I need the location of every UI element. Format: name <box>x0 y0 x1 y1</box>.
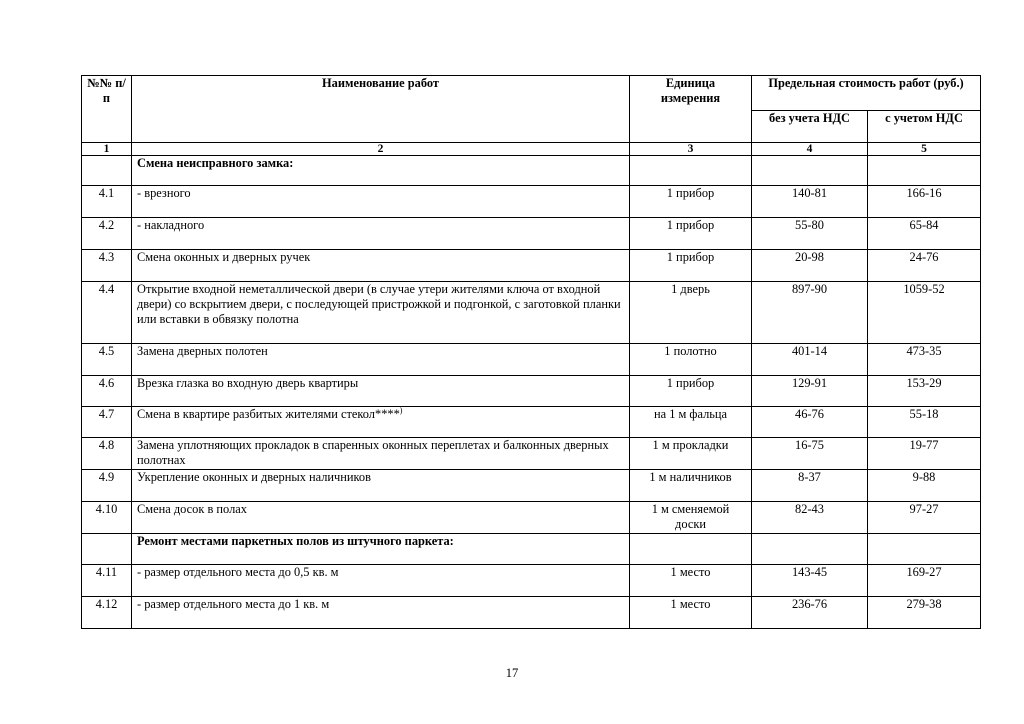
row-num: 4.11 <box>82 565 132 597</box>
row-unit: 1 м сменяемой доски <box>630 502 752 534</box>
row-unit: 1 м наличников <box>630 470 752 502</box>
header-unit: Единица измерения <box>630 76 752 143</box>
row-unit: 1 прибор <box>630 186 752 218</box>
table-row <box>82 407 981 438</box>
row-with-vat: 153-29 <box>868 376 981 407</box>
row-with-vat: 169-27 <box>868 565 981 597</box>
table-row <box>82 344 981 376</box>
row-with-vat: 55-18 <box>868 407 981 438</box>
row-without-vat: 82-43 <box>752 502 868 534</box>
col-number: 3 <box>630 143 752 156</box>
header-with-vat: с учетом НДС <box>868 111 981 143</box>
row-with-vat: 166-16 <box>868 186 981 218</box>
row-without-vat: 140-81 <box>752 186 868 218</box>
header-name: Наименование работ <box>132 76 630 143</box>
row-num: 4.7 <box>82 407 132 438</box>
row-name-text: Смена в квартире разбитых жителями стекол**** <box>137 407 400 421</box>
col-number: 1 <box>82 143 132 156</box>
col-number: 2 <box>132 143 630 156</box>
row-with-vat: 473-35 <box>868 344 981 376</box>
section-title: Смена неисправного замка: <box>132 156 630 186</box>
row-with-vat: 279-38 <box>868 597 981 629</box>
row-without-vat: 143-45 <box>752 565 868 597</box>
row-without-vat: 401-14 <box>752 344 868 376</box>
row-name: - врезного <box>132 186 630 218</box>
row-name: Укрепление оконных и дверных наличников <box>132 470 630 502</box>
table-row <box>82 376 981 407</box>
row-unit: 1 м прокладки <box>630 438 752 470</box>
col-number: 5 <box>868 143 981 156</box>
row-without-vat: 129-91 <box>752 376 868 407</box>
row-without-vat: 8-37 <box>752 470 868 502</box>
row-with-vat: 9-88 <box>868 470 981 502</box>
table-row <box>82 502 981 534</box>
col-number: 4 <box>752 143 868 156</box>
row-without-vat: 46-76 <box>752 407 868 438</box>
row-name: - размер отдельного места до 0,5 кв. м <box>132 565 630 597</box>
header-num: №№ п/п <box>82 76 132 143</box>
row-num: 4.6 <box>82 376 132 407</box>
row-num: 4.1 <box>82 186 132 218</box>
table-row <box>82 250 981 282</box>
row-num: 4.9 <box>82 470 132 502</box>
row-num: 4.8 <box>82 438 132 470</box>
header-cost: Предельная стоимость работ (руб.) <box>752 76 981 111</box>
row-num: 4.3 <box>82 250 132 282</box>
footnote-mark: ) <box>399 405 403 415</box>
row-name <box>132 407 630 438</box>
row-name: Врезка глазка во входную дверь квартиры <box>132 376 630 407</box>
row-num: 4.4 <box>82 282 132 344</box>
row-unit: 1 полотно <box>630 344 752 376</box>
row-without-vat: 897-90 <box>752 282 868 344</box>
row-name: - накладного <box>132 218 630 250</box>
row-with-vat: 24-76 <box>868 250 981 282</box>
row-unit: 1 прибор <box>630 218 752 250</box>
row-unit: 1 прибор <box>630 250 752 282</box>
table-row <box>82 438 981 470</box>
row-without-vat: 236-76 <box>752 597 868 629</box>
row-num: 4.5 <box>82 344 132 376</box>
row-unit: 1 место <box>630 565 752 597</box>
row-name: Смена досок в полах <box>132 502 630 534</box>
row-without-vat: 20-98 <box>752 250 868 282</box>
row-name: Замена дверных полотен <box>132 344 630 376</box>
price-table <box>81 75 981 629</box>
row-unit: на 1 м фальца <box>630 407 752 438</box>
table-row <box>82 565 981 597</box>
row-with-vat: 1059-52 <box>868 282 981 344</box>
section-title: Ремонт местами паркетных полов из штучного паркета: <box>132 534 630 565</box>
row-with-vat: 65-84 <box>868 218 981 250</box>
row-name: Открытие входной неметаллической двери (в случае утери жителями ключа от входной двери) со вскрытием двери, с последующей пристрожкой и подгонкой, с заготовкой планки или вставки в обвязку полотна <box>132 282 630 344</box>
row-without-vat: 16-75 <box>752 438 868 470</box>
table-row <box>82 470 981 502</box>
row-name: Замена уплотняющих прокладок в спаренных оконных переплетах и балконных дверных полотнах <box>132 438 630 470</box>
row-name: - размер отдельного места до 1 кв. м <box>132 597 630 629</box>
row-with-vat: 97-27 <box>868 502 981 534</box>
table-row <box>82 534 981 565</box>
table-row <box>82 186 981 218</box>
row-name: Смена оконных и дверных ручек <box>132 250 630 282</box>
header-without-vat: без учета НДС <box>752 111 868 143</box>
row-unit: 1 место <box>630 597 752 629</box>
table-row <box>82 282 981 344</box>
row-unit: 1 дверь <box>630 282 752 344</box>
row-num: 4.2 <box>82 218 132 250</box>
row-with-vat: 19-77 <box>868 438 981 470</box>
row-unit: 1 прибор <box>630 376 752 407</box>
row-without-vat: 55-80 <box>752 218 868 250</box>
table-row <box>82 156 981 186</box>
table-row <box>82 597 981 629</box>
page-number: 17 <box>505 666 519 680</box>
table-row <box>82 218 981 250</box>
row-num: 4.12 <box>82 597 132 629</box>
row-num: 4.10 <box>82 502 132 534</box>
